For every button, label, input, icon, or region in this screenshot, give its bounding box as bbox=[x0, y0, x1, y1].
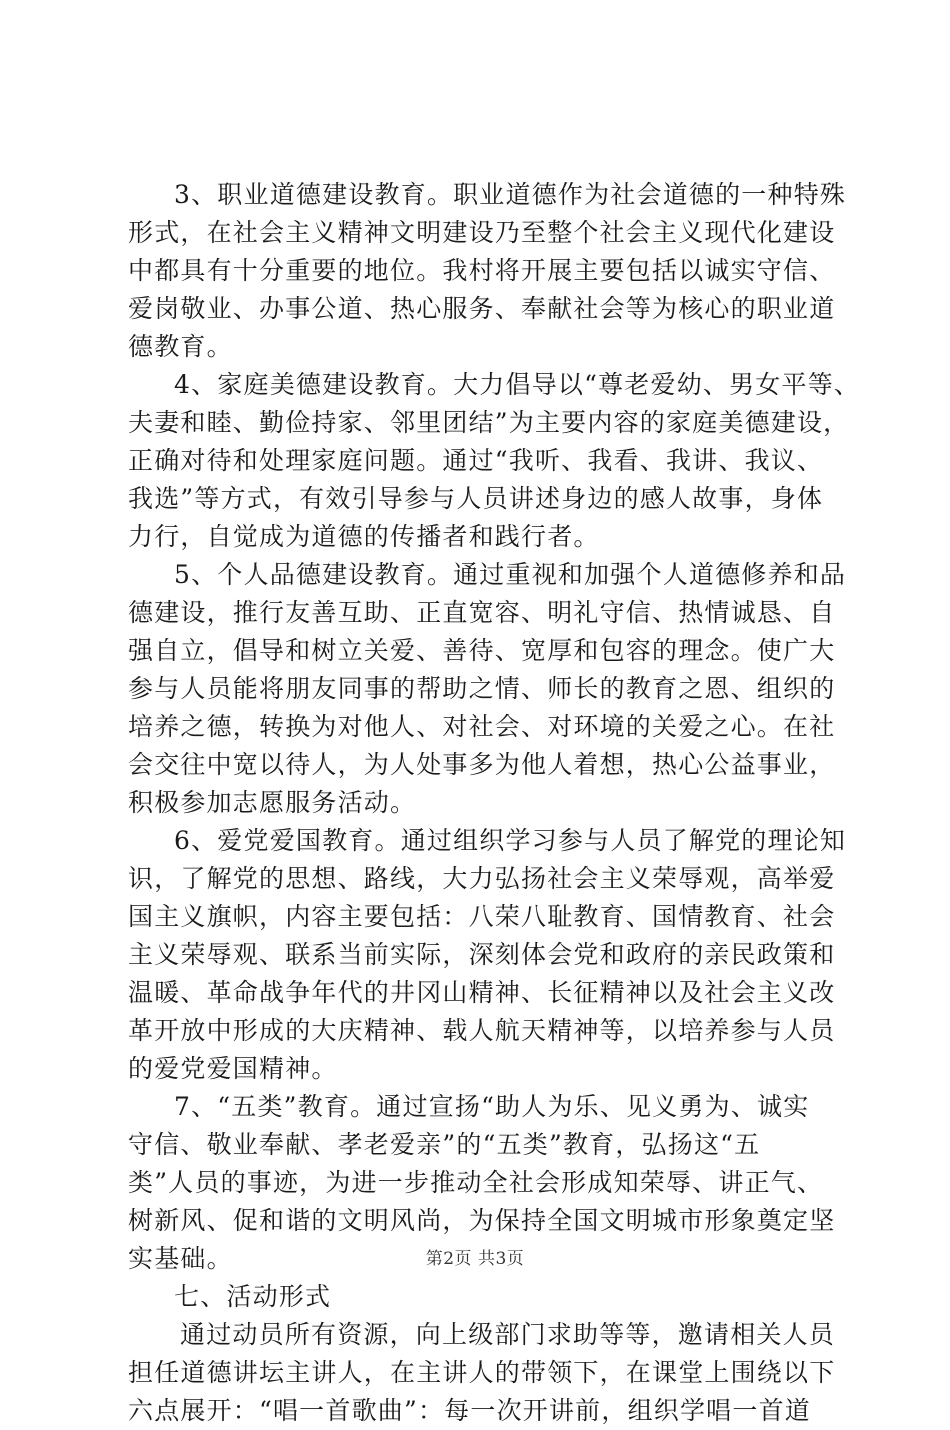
paragraph-6-line-4: 主义荣辱观、联系当前实际，深刻体会党和政府的亲民政策和 bbox=[128, 940, 836, 969]
paragraph-activity-line-1: 通过动员所有资源，向上级部门求助等等，邀请相关人员 bbox=[180, 1320, 836, 1349]
paragraph-5-line-4: 参与人员能将朋友同事的帮助之情、师长的教育之恩、组织的 bbox=[128, 674, 836, 703]
paragraph-6-line-7: 的爱党爱国精神。 bbox=[128, 1054, 338, 1083]
paragraph-7-line-3: 类”人员的事迹，为进一步推动全社会形成知荣辱、讲正气、 bbox=[128, 1168, 824, 1197]
paragraph-4-line-2: 夫妻和睦、勤俭持家、邻里团结”为主要内容的家庭美德建设， bbox=[128, 408, 850, 437]
paragraph-5-line-5: 培养之德，转换为对他人、对社会、对环境的关爱之心。在社 bbox=[128, 712, 836, 741]
paragraph-activity-line-3: 六点展开：“唱一首歌曲”：每一次开讲前，组织学唱一首道 bbox=[128, 1396, 811, 1425]
paragraph-3-line-1: 3、职业道德建设教育。职业道德作为社会道德的一种特殊 bbox=[174, 180, 847, 209]
paragraph-6-line-5: 温暖、革命战争年代的井冈山精神、长征精神以及社会主义改 bbox=[128, 978, 836, 1007]
paragraph-4-line-4: 我选”等方式，有效引导参与人员讲述身边的感人故事，身体 bbox=[128, 484, 824, 513]
paragraph-5-line-7: 积极参加志愿服务活动。 bbox=[128, 788, 417, 817]
paragraph-3-line-2: 形式，在社会主义精神文明建设乃至整个社会主义现代化建设 bbox=[128, 218, 836, 247]
document-body bbox=[128, 176, 861, 1430]
paragraph-5-line-3: 强自立，倡导和树立关爱、善待、宽厚和包容的理念。使广大 bbox=[128, 636, 836, 665]
paragraph-5-line-2: 德建设，推行友善互助、正直宽容、明礼守信、热情诚恳、自 bbox=[128, 598, 836, 627]
paragraph-4-line-1: 4、家庭美德建设教育。大力倡导以“尊老爱幼、男女平等、 bbox=[174, 370, 861, 399]
paragraph-7-line-5: 实基础。 bbox=[128, 1244, 233, 1273]
paragraph-6-line-6: 革开放中形成的大庆精神、载人航天精神等，以培养参与人员 bbox=[128, 1016, 836, 1045]
paragraph-5-line-1: 5、个人品德建设教育。通过重视和加强个人道德修养和品 bbox=[174, 560, 847, 589]
paragraph-7-line-4: 树新风、促和谐的文明风尚，为保持全国文明城市形象奠定坚 bbox=[128, 1206, 836, 1235]
paragraph-5-line-6: 会交往中宽以待人，为人处事多为他人着想，热心公益事业， bbox=[128, 750, 836, 779]
section-heading-activity-form: 七、活动形式 bbox=[174, 1282, 332, 1311]
paragraph-activity-line-2: 担任道德讲坛主讲人，在主讲人的带领下，在课堂上围绕以下 bbox=[128, 1358, 836, 1387]
paragraph-4-line-5: 力行，自觉成为道德的传播者和践行者。 bbox=[128, 522, 600, 551]
paragraph-3-line-4: 爱岗敬业、办事公道、热心服务、奉献社会等为核心的职业道 bbox=[128, 294, 836, 323]
paragraph-3-line-3: 中都具有十分重要的地位。我村将开展主要包括以诚实守信、 bbox=[128, 256, 836, 285]
paragraph-6-line-3: 国主义旗帜，内容主要包括：八荣八耻教育、国情教育、社会 bbox=[128, 902, 836, 931]
paragraph-6-line-1: 6、爱党爱国教育。通过组织学习参与人员了解党的理论知 bbox=[174, 826, 847, 855]
paragraph-3-line-5: 德教育。 bbox=[128, 332, 233, 361]
paragraph-6-line-2: 识，了解党的思想、路线，大力弘扬社会主义荣辱观，高举爱 bbox=[128, 864, 836, 893]
paragraph-4-line-3: 正确对待和处理家庭问题。通过“我听、我看、我讲、我议、 bbox=[128, 446, 824, 475]
paragraph-7-line-1: 7、“五类”教育。通过宣扬“助人为乐、见义勇为、诚实 bbox=[174, 1092, 810, 1121]
paragraph-7-line-2: 守信、敬业奉献、孝老爱亲”的“五类”教育，弘扬这“五 bbox=[128, 1130, 761, 1159]
page-number-footer: 第2页 共3页 bbox=[425, 1249, 525, 1269]
